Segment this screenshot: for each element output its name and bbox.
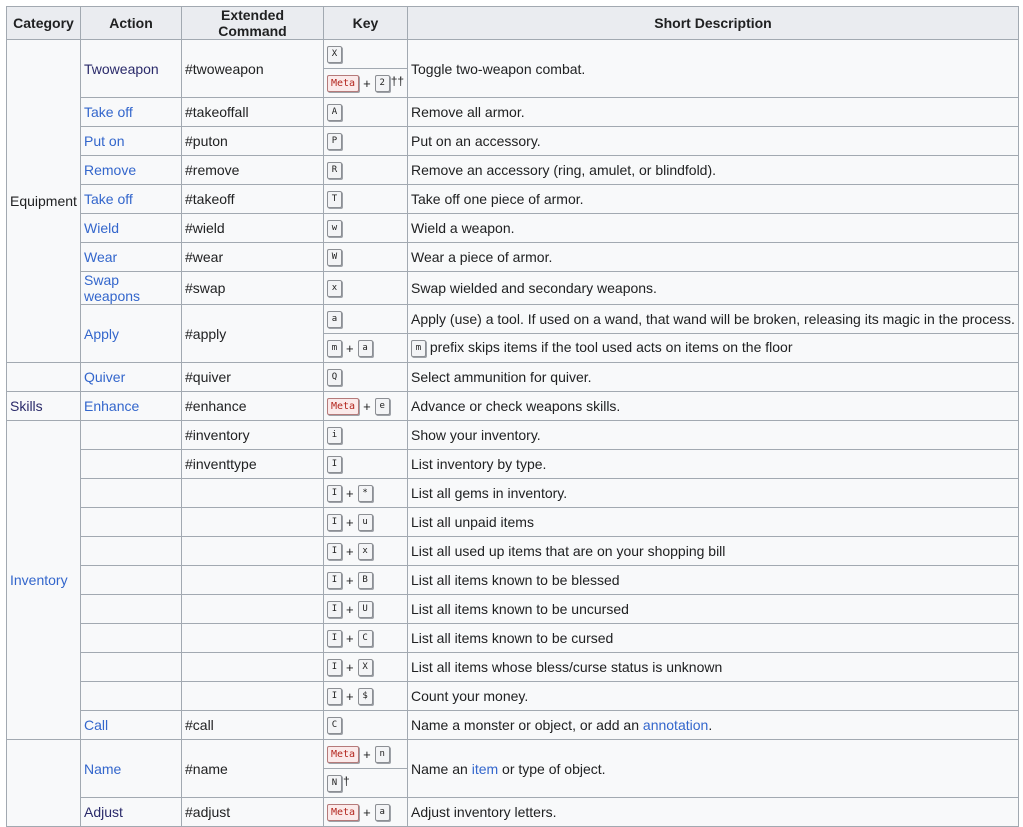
table-row: [7, 595, 1019, 624]
description-text: Name a monster or object, or add an: [411, 717, 643, 733]
table-row: [7, 40, 1019, 69]
dagger-mark: †: [343, 774, 350, 789]
key-badge: u: [358, 514, 373, 531]
description: List all used up items that are on your shopping bill: [408, 537, 1019, 566]
key-badge: i: [327, 427, 342, 444]
table-row: [7, 653, 1019, 682]
key-badge: P: [327, 133, 342, 150]
action-cell: [81, 740, 182, 798]
key-cell: [324, 450, 408, 479]
key-cell: [324, 98, 408, 127]
table-row: [7, 185, 1019, 214]
extended-command: [182, 682, 324, 711]
key-cell: [324, 798, 408, 827]
key-cell: [324, 421, 408, 450]
table-row: [7, 421, 1019, 450]
description: Wear a piece of armor.: [408, 243, 1019, 272]
meta-key-badge: Meta: [327, 398, 359, 415]
key-cell: [324, 334, 408, 363]
table-row: [7, 98, 1019, 127]
table-row: [7, 537, 1019, 566]
extended-command: #puton: [182, 127, 324, 156]
category-skills: [7, 392, 81, 421]
action-link[interactable]: Take off: [84, 104, 133, 120]
description-text: or type of object.: [498, 760, 606, 777]
extended-command: #name: [182, 740, 324, 798]
action-link[interactable]: Call: [84, 717, 109, 733]
action-cell: [81, 653, 182, 682]
key-badge: I: [327, 485, 342, 502]
table-row: [7, 214, 1019, 243]
header-extended-command: Extended Command: [182, 7, 324, 40]
key-badge: U: [358, 601, 373, 618]
description: List all gems in inventory.: [408, 479, 1019, 508]
action-cell: [81, 479, 182, 508]
header-short-description: Short Description: [408, 7, 1019, 40]
key-badge: a: [375, 804, 390, 821]
key-cell: [324, 69, 408, 98]
key-badge: N: [327, 775, 342, 792]
description: List all items whose bless/curse status is unknown: [408, 653, 1019, 682]
extended-command: [182, 508, 324, 537]
extended-command: [182, 624, 324, 653]
plus-sign: +: [363, 398, 371, 414]
key-badge: I: [327, 688, 342, 705]
table-row: [7, 740, 1019, 769]
key-cell: [324, 595, 408, 624]
description: Advance or check weapons skills.: [408, 392, 1019, 421]
meta-key-badge: Meta: [327, 75, 359, 92]
key-badge: w: [327, 220, 342, 237]
key-cell: [324, 624, 408, 653]
action-cell: [81, 508, 182, 537]
action-cell: [81, 682, 182, 711]
action-cell: [81, 595, 182, 624]
action-link[interactable]: Put on: [84, 133, 125, 149]
key-cell: [324, 127, 408, 156]
action-link[interactable]: Quiver: [84, 369, 126, 385]
key-badge: I: [327, 630, 342, 647]
extended-command: [182, 595, 324, 624]
key-badge: I: [327, 514, 342, 531]
description: Remove an accessory (ring, amulet, or blindfold).: [408, 156, 1019, 185]
key-cell: [324, 711, 408, 740]
extended-command: #enhance: [182, 392, 324, 421]
key-badge: a: [327, 311, 342, 328]
action-cell: [81, 624, 182, 653]
header-action: Action: [81, 7, 182, 40]
key-cell: [324, 537, 408, 566]
description: Apply (use) a tool. If used on a wand, that wand will be broken, releasing its magic in the process.: [408, 305, 1019, 334]
action-cell: [81, 243, 182, 272]
key-cell: [324, 479, 408, 508]
key-cell: [324, 363, 408, 392]
extended-command: #inventory: [182, 421, 324, 450]
table-row: [7, 363, 1019, 392]
table-row: [7, 682, 1019, 711]
action-link[interactable]: Name: [84, 760, 122, 777]
plus-sign: +: [346, 543, 354, 559]
table-row: [7, 272, 1019, 305]
plus-sign: +: [346, 485, 354, 501]
description: Swap wielded and secondary weapons.: [408, 272, 1019, 305]
description: Put on an accessory.: [408, 127, 1019, 156]
plus-sign: +: [346, 601, 354, 617]
table-row: [7, 624, 1019, 653]
key-cell: [324, 214, 408, 243]
description: Select ammunition for quiver.: [408, 363, 1019, 392]
plus-sign: +: [346, 572, 354, 588]
extended-command: [182, 653, 324, 682]
action-cell: [81, 127, 182, 156]
item-link[interactable]: item: [471, 760, 499, 777]
key-badge: I: [327, 456, 342, 473]
action-cell: [81, 711, 182, 740]
meta-key-badge: Meta: [327, 804, 359, 821]
meta-key-badge: Meta: [327, 746, 359, 763]
description: List all items known to be cursed: [408, 624, 1019, 653]
extended-command: #apply: [182, 305, 324, 363]
table-row: [7, 243, 1019, 272]
key-cell: [324, 566, 408, 595]
plus-sign: +: [363, 804, 371, 820]
key-badge: $: [358, 688, 373, 705]
action-link[interactable]: Wield: [84, 220, 120, 236]
key-cell: [324, 243, 408, 272]
key-cell: [324, 740, 408, 769]
description: Show your inventory.: [408, 421, 1019, 450]
table-row: [7, 711, 1019, 740]
description: Wield a weapon.: [408, 214, 1019, 243]
key-badge: e: [375, 398, 390, 415]
category-link[interactable]: Skills: [10, 398, 43, 414]
key-cell: [324, 392, 408, 421]
extended-command: #takeoff: [182, 185, 324, 214]
key-cell: [324, 682, 408, 711]
key-badge: I: [327, 659, 342, 676]
key-badge: X: [327, 46, 342, 63]
description: List all items known to be blessed: [408, 566, 1019, 595]
plus-sign: +: [363, 75, 371, 91]
category-equipment: Equipment: [7, 40, 81, 363]
key-badge: n: [375, 746, 390, 763]
plus-sign: +: [346, 688, 354, 704]
table-row: [7, 127, 1019, 156]
table-row: [7, 508, 1019, 537]
key-cell: [324, 40, 408, 69]
plus-sign: +: [346, 514, 354, 530]
action-link[interactable]: Wear: [84, 249, 118, 265]
double-dagger-mark: ††: [390, 74, 405, 89]
action-cell: [81, 98, 182, 127]
key-badge: W: [327, 249, 342, 266]
extended-command: [182, 479, 324, 508]
extended-command: #adjust: [182, 798, 324, 827]
table-row: [7, 156, 1019, 185]
description: List all items known to be uncursed: [408, 595, 1019, 624]
action-cell: [81, 566, 182, 595]
action-cell: [81, 363, 182, 392]
category-empty: [7, 363, 81, 392]
extended-command: #takeoffall: [182, 98, 324, 127]
plus-sign: +: [346, 340, 354, 356]
table-row: [7, 479, 1019, 508]
extended-command: #remove: [182, 156, 324, 185]
key-badge: I: [327, 601, 342, 618]
action-cell: [81, 40, 182, 98]
extended-command: #twoweapon: [182, 40, 324, 98]
action-cell: [81, 450, 182, 479]
key-badge: *: [358, 485, 373, 502]
category-inventory: [7, 421, 81, 740]
description-text: Name an: [411, 760, 472, 777]
header-key: Key: [324, 7, 408, 40]
key-badge: m: [411, 340, 426, 357]
key-badge: T: [327, 191, 342, 208]
key-badge: C: [358, 630, 373, 647]
action-link[interactable]: Swap weapons: [84, 272, 141, 304]
action-link[interactable]: Enhance: [84, 398, 140, 414]
extended-command: #swap: [182, 272, 324, 305]
key-cell: [324, 185, 408, 214]
key-badge: a: [358, 340, 373, 357]
annotation-link[interactable]: annotation: [642, 717, 709, 733]
description: List all unpaid items: [408, 508, 1019, 537]
key-badge: B: [358, 572, 373, 589]
description: Adjust inventory letters.: [408, 798, 1019, 827]
description-text: .: [708, 717, 713, 733]
description-text: prefix skips items if the tool used acts on items on the floor: [429, 339, 793, 356]
table-row: [7, 392, 1019, 421]
extended-command: [182, 537, 324, 566]
action-cell: [81, 537, 182, 566]
extended-command: [182, 566, 324, 595]
action-cell: [81, 421, 182, 450]
action-cell: [81, 392, 182, 421]
category-empty: [7, 740, 81, 827]
description: [408, 740, 1019, 798]
description: List inventory by type.: [408, 450, 1019, 479]
key-cell: [324, 156, 408, 185]
description: Take off one piece of armor.: [408, 185, 1019, 214]
table-row: [7, 305, 1019, 334]
key-badge: A: [327, 104, 342, 121]
extended-command: #inventtype: [182, 450, 324, 479]
description: Count your money.: [408, 682, 1019, 711]
key-badge: I: [327, 572, 342, 589]
key-badge: Q: [327, 369, 342, 386]
extended-command: #wear: [182, 243, 324, 272]
action-link[interactable]: Apply: [84, 325, 120, 342]
action-cell: [81, 272, 182, 305]
action-cell: [81, 305, 182, 363]
key-badge: I: [327, 543, 342, 560]
key-badge: C: [327, 717, 342, 734]
key-badge: 2: [375, 75, 390, 92]
description: [408, 711, 1019, 740]
header-row: [7, 7, 1019, 40]
key-cell: [324, 305, 408, 334]
action-link[interactable]: Take off: [84, 191, 133, 207]
extended-command: #call: [182, 711, 324, 740]
plus-sign: +: [363, 746, 371, 762]
key-badge: R: [327, 162, 342, 179]
table-row: [7, 566, 1019, 595]
description: Toggle two-weapon combat.: [408, 40, 1019, 98]
action-cell: [81, 185, 182, 214]
table-row: [7, 450, 1019, 479]
extended-command: #wield: [182, 214, 324, 243]
action-link[interactable]: Remove: [84, 162, 137, 178]
plus-sign: +: [346, 630, 354, 646]
key-cell: [324, 653, 408, 682]
action-cell: [81, 156, 182, 185]
key-cell: [324, 508, 408, 537]
action-link[interactable]: Adjust: [84, 804, 123, 820]
header-category: Category: [7, 7, 81, 40]
description: [408, 334, 1019, 363]
key-badge: X: [358, 659, 373, 676]
table-row: [7, 798, 1019, 827]
key-cell: [324, 769, 408, 798]
key-cell: [324, 272, 408, 305]
key-badge: x: [327, 280, 342, 297]
commands-table: [6, 6, 1019, 827]
extended-command: #quiver: [182, 363, 324, 392]
key-badge: x: [358, 543, 373, 560]
plus-sign: +: [346, 659, 354, 675]
key-badge: m: [327, 340, 342, 357]
action-cell: [81, 214, 182, 243]
description: Remove all armor.: [408, 98, 1019, 127]
action-link[interactable]: Twoweapon: [84, 60, 159, 77]
action-cell: [81, 798, 182, 827]
category-link[interactable]: Inventory: [10, 572, 68, 588]
